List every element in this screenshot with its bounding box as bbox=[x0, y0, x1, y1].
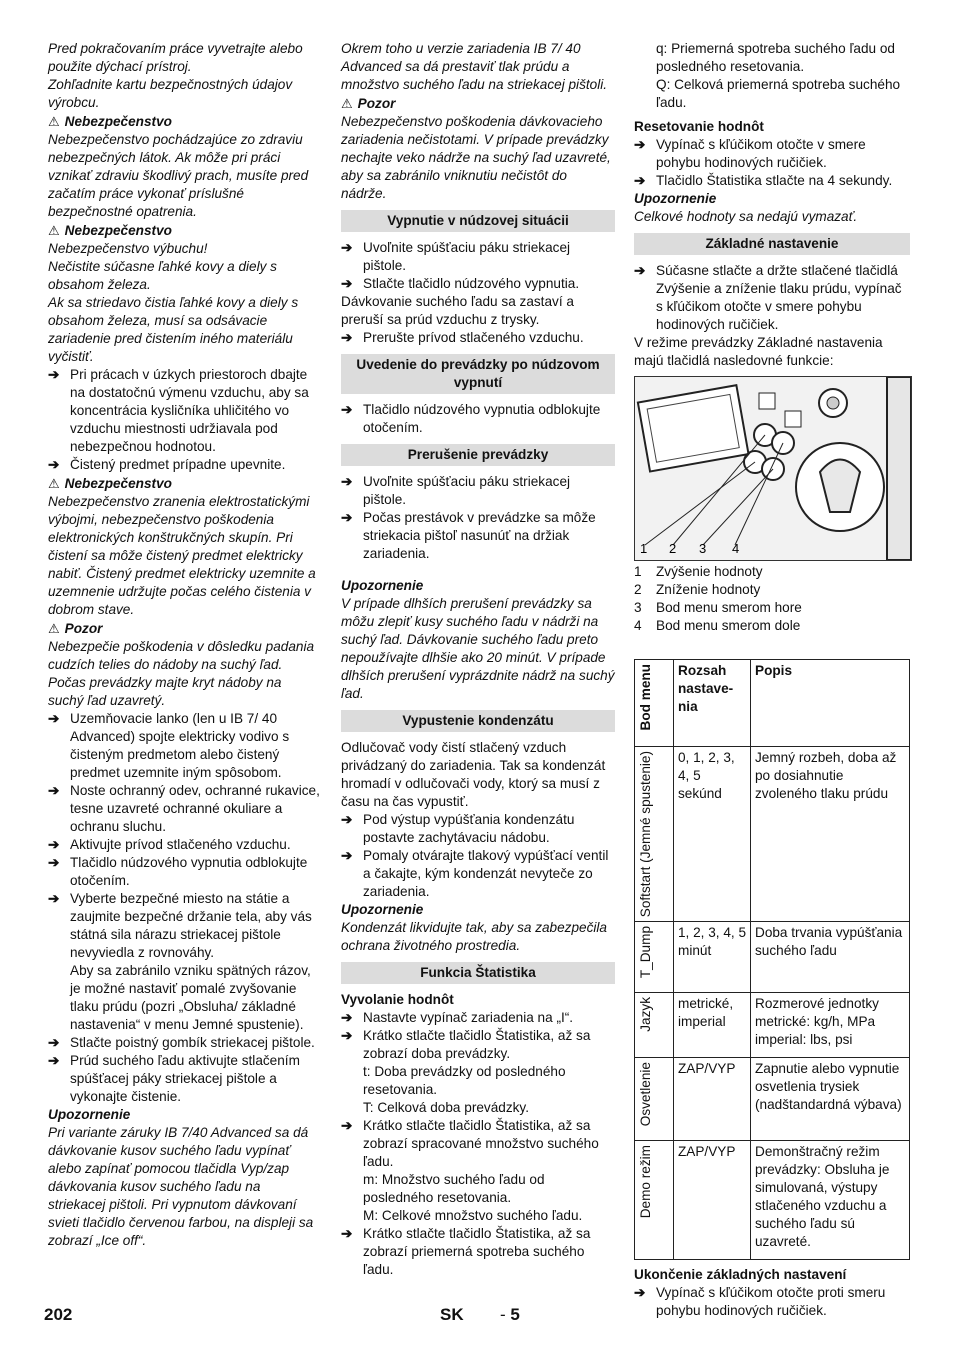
warning-heading: ⚠ Nebezpečenstvo bbox=[48, 223, 172, 238]
list-item: ➔ Pomaly otvárajte tlakový vypúšťací ventil a čakajte, kým kondenzát nevyteče zo zariadenia. bbox=[341, 848, 609, 899]
list-item: ➔ Tlačidlo núdzového vypnutia odblokujte otočením. bbox=[341, 402, 601, 435]
language-code: SK bbox=[440, 1305, 464, 1324]
note-heading: Upozornenie bbox=[634, 191, 717, 206]
list-item: ➔ Uvoľnite spúšťaciu páku striekacej pištole. bbox=[341, 240, 571, 273]
table-cell: Zapnutie alebo vypnutie osvetlenia trysiek (nadštandardná výbava) bbox=[751, 1058, 910, 1141]
list-item: ➔ Uzemňovacie lanko (len u IB 7/ 40 Advanced) spojte elektricky vodivo s čisteným predmetom alebo čistený predmet uzemnite iným spôsobom. bbox=[48, 711, 290, 780]
list-item: ➔ Tlačidlo Štatistika stlačte na 4 sekundy. bbox=[634, 173, 893, 188]
arrow-icon: ➔ bbox=[48, 711, 60, 726]
list-item: ➔ Prerušte prívod stlačeného vzduchu. bbox=[341, 330, 584, 345]
arrow-icon: ➔ bbox=[634, 263, 646, 278]
legend-item: 3 Bod menu smerom hore bbox=[634, 600, 802, 615]
list-note: t: Doba prevádzky od posledného resetovania. bbox=[363, 1064, 566, 1097]
list-item: ➔ Krátko stlačte tlačidlo Štatistika, až sa zobrazí priemerná spotreba suchého ľadu. bbox=[341, 1226, 591, 1277]
list-item: ➔ Stlačte poistný gombík striekacej pištole. bbox=[48, 1035, 315, 1050]
arrow-icon: ➔ bbox=[341, 848, 353, 863]
table-cell: Jemný rozbeh, doba až po dosiahnutie zvoleného tlaku prúdu bbox=[751, 747, 910, 922]
warning-icon: ⚠ bbox=[48, 114, 60, 129]
settings-table bbox=[634, 659, 910, 1260]
list-note: q: Priemerná spotreba suchého ľadu od posledného resetovania. bbox=[656, 41, 895, 74]
legend-item: 4 Bod menu smerom dole bbox=[634, 618, 801, 633]
section-heading: Funkcia Štatistika bbox=[341, 962, 615, 984]
warning-text: Nebezpečenstvo výbuchu! bbox=[48, 241, 208, 256]
control-panel-drawing bbox=[635, 377, 911, 560]
arrow-icon: ➔ bbox=[341, 240, 353, 255]
warning-heading: ⚠ Nebezpečenstvo bbox=[48, 114, 172, 129]
note-text: Celkové hodnoty sa nedajú vymazať. bbox=[634, 209, 858, 224]
table-cell: Doba trvania vypúšťania suchého ľadu bbox=[751, 922, 910, 993]
note-text: Pri variante záruky IB 7/40 Advanced sa dá dávkovanie kusov suchého ľadu vypínať alebo zapínať pomocou tlačidla Vyp/zap dávkovania kusov suchého ľadu na striekacej pištoli. Pri vypnutom dávkovaní svieti tlačidlo červenou farbou, na displeji sa zobrazí „Ice off“. bbox=[48, 1125, 314, 1248]
column-right bbox=[634, 40, 910, 1320]
table-cell: 0, 1, 2, 3, 4, 5 sekúnd bbox=[674, 747, 751, 922]
arrow-icon: ➔ bbox=[341, 402, 353, 417]
section-heading: Vypnutie v núdzovej situácii bbox=[341, 210, 615, 232]
subheading: Ukončenie základných nastavení bbox=[634, 1267, 847, 1283]
arrow-icon: ➔ bbox=[341, 276, 353, 291]
warning-text: Ak sa striedavo čistia ľahké kovy a diely s obsahom železa, musí sa odsávacie zariadenie pred čistením iného materiálu vyčistiť. bbox=[48, 295, 299, 364]
intro-line-2: Zohľadnite kartu bezpečnostných údajov výrobcu. bbox=[48, 77, 293, 110]
table-cell: metrické, imperial bbox=[674, 993, 751, 1058]
warning-icon: ⚠ bbox=[48, 476, 60, 491]
arrow-icon: ➔ bbox=[48, 1035, 60, 1050]
caution-text: Nebezpečenstvo poškodenia dávkovacieho zariadenia nečistotami. V prípade prevádzky nechajte veko nádrže na suchý ľad uzavreté, aby sa zabránilo vniknutiu nečistôt do nádrže. bbox=[341, 114, 611, 201]
list-note: m: Množstvo suchého ľadu od posledného resetovania. bbox=[363, 1172, 545, 1205]
column-middle bbox=[341, 40, 615, 1279]
legend-item: 1 Zvýšenie hodnoty bbox=[634, 564, 763, 579]
list-item: ➔ Nastavte vypínač zariadenia na „I“. bbox=[341, 1010, 574, 1025]
table-row bbox=[635, 993, 910, 1058]
list-item: ➔ Počas prestávok v prevádzke sa môže striekacia pištoľ nasunúť na držiak zariadenia. bbox=[341, 510, 596, 561]
list-item: ➔ Krátko stlačte tlačidlo Štatistika, až sa zobrazí doba prevádzky. bbox=[341, 1028, 591, 1061]
list-note: Q: Celková priemerná spotreba suchého ľadu. bbox=[656, 77, 901, 110]
column-header: Bod menu bbox=[635, 660, 674, 747]
paragraph: Odlučovač vody čistí stlačený vzduch privádzaný do zariadenia. Tak sa kondenzát hromadí v odlučovači vody, ktorý sa musí z času na čas vypustiť. bbox=[341, 740, 606, 809]
arrow-icon: ➔ bbox=[634, 1285, 646, 1301]
table-cell: Osvetlenie bbox=[635, 1058, 674, 1141]
arrow-icon: ➔ bbox=[48, 457, 60, 472]
callout-4: 4 bbox=[732, 541, 740, 556]
table-cell: ZAP/VYP bbox=[674, 1058, 751, 1141]
paragraph: Dávkovanie suchého ľadu sa zastaví a preruší sa prúd vzduchu z trysky. bbox=[341, 294, 574, 327]
list-note: T: Celková doba prevádzky. bbox=[363, 1100, 529, 1115]
table-cell: ZAP/VYP bbox=[674, 1141, 751, 1260]
warning-text: Nebezpečenstvo pochádzajúce zo zdraviu nebezpečných látok. Ak môže pri práci vznikať zdraviu škodlivý prach, musíte pred začatím práce vykonať príslušné bezpečnostné opatrenia. bbox=[48, 132, 309, 219]
note-text: V prípade dlhších prerušení prevádzky sa môžu zlepiť kusy suchého ľadu v nádrži na suchý ľad. Dávkovanie suchého ľadu preto nepoužívajte dlhšie ako 20 minút. V prípade dlhších prerušení vyprázdnite nádrž na suchý ľad. bbox=[341, 596, 615, 701]
arrow-icon: ➔ bbox=[48, 367, 60, 382]
arrow-icon: ➔ bbox=[341, 474, 353, 489]
column-header: Popis bbox=[751, 660, 910, 747]
paragraph: V režime prevádzky Základné nastavenia majú tlačidlá nasledovné funkcie: bbox=[634, 335, 883, 368]
note-heading: Upozornenie bbox=[341, 578, 424, 593]
arrow-icon: ➔ bbox=[341, 510, 353, 525]
section-heading: Vypustenie kondenzátu bbox=[341, 710, 615, 732]
subheading: Vyvolanie hodnôt bbox=[341, 992, 454, 1007]
table-cell: Softstart (Jemné spustenie) bbox=[635, 747, 674, 922]
list-item: ➔ Stlačte tlačidlo núdzového vypnutia. bbox=[341, 276, 580, 291]
list-item: ➔ Vypínač s kľúčikom otočte v smere pohybu hodinových ručičiek. bbox=[634, 137, 866, 170]
arrow-icon: ➔ bbox=[48, 855, 60, 870]
table-cell: T_Dump bbox=[635, 922, 674, 993]
table-cell: Demonštračný režim prevádzky: Obsluha je simulovaná, výstupy stlačeného vzduchu a suchého ľadu sú uzavreté. bbox=[751, 1141, 910, 1260]
warning-text: Nečistite súčasne ľahké kovy a diely s obsahom železa. bbox=[48, 259, 277, 292]
table-header-row bbox=[635, 660, 910, 747]
list-item: ➔ Pod výstup vypúšťania kondenzátu postavte zachytávaciu nádobu. bbox=[341, 812, 575, 845]
warning-icon: ⚠ bbox=[341, 96, 353, 111]
section-heading: Prerušenie prevádzky bbox=[341, 444, 615, 466]
callout-3: 3 bbox=[699, 541, 707, 556]
legend-item: 2 Zníženie hodnoty bbox=[634, 582, 761, 597]
table-cell: Demo režim bbox=[635, 1141, 674, 1260]
intro-line-1: Pred pokračovaním práce vyvetrajte alebo použite dýchací prístroj. bbox=[48, 41, 303, 74]
warning-heading: ⚠ Nebezpečenstvo bbox=[48, 476, 172, 491]
section-heading: Uvedenie do prevádzky po núdzovom vypnutí bbox=[341, 354, 615, 394]
page-number: 202 bbox=[44, 1305, 73, 1324]
list-item: ➔ Pri prácach v úzkych priestoroch dbajte na dostatočnú výmenu vzduchu, aby sa koncentrácia kysličníka uhličitého vo vzduchu miestnosti udržiavala pod nebezpečnou hodnotou. bbox=[48, 367, 309, 454]
warning-icon: ⚠ bbox=[48, 621, 60, 636]
arrow-icon: ➔ bbox=[341, 812, 353, 827]
warning-text: Nebezpečenstvo zranenia elektrostatickými výbojmi, nebezpečenstvo poškodenia elektronických konštrukčných skupín. Pri čistení sa môže čistený predmet elektricky nabiť. Čistený predmet elektricky uzemnite a uzemnenie udržujte počas celého čistenia v dobrom stave. bbox=[48, 494, 316, 617]
arrow-icon: ➔ bbox=[341, 1010, 353, 1025]
caution-heading: ⚠ Pozor bbox=[48, 621, 103, 636]
section-number: - 5 bbox=[500, 1305, 520, 1324]
column-left bbox=[48, 40, 320, 1250]
table-row bbox=[635, 747, 910, 922]
callout-2: 2 bbox=[669, 541, 677, 556]
table-cell: Rozmerové jednotky metrické: kg/h, MPa imperial: lbs, psi bbox=[751, 993, 910, 1058]
caution-text: Nebezpečie poškodenia v dôsledku padania cudzích telies do nádoby na suchý ľad. Počas prevádzky majte kryt nádoby na suchý ľad uzavretý. bbox=[48, 639, 315, 708]
list-note: Aby sa zabránilo vzniku spätných rázov, je možné nastaviť pomalé zvyšovanie tlaku prúdu (pozri „Obsluha/ základné nastavenia“ v menu Jemné spustenie). bbox=[70, 963, 311, 1032]
warning-icon: ⚠ bbox=[48, 223, 60, 238]
table-cell: Jazyk bbox=[635, 993, 674, 1058]
arrow-icon: ➔ bbox=[341, 330, 353, 345]
list-item: ➔ Aktivujte prívod stlačeného vzduchu. bbox=[48, 837, 291, 852]
list-note: M: Celkové množstvo suchého ľadu. bbox=[363, 1208, 583, 1223]
list-item: ➔ Prúd suchého ľadu aktivujte stlačením spúšťacej páky striekacej pištole a vykonajte čistenie. bbox=[48, 1053, 300, 1104]
arrow-icon: ➔ bbox=[634, 137, 646, 152]
column-header: Rozsah nastave-nia bbox=[674, 660, 751, 747]
table-row bbox=[635, 1058, 910, 1141]
list-item: ➔ Vypínač s kľúčikom otočte proti smeru pohybu hodinových ručičiek. bbox=[634, 1285, 886, 1319]
note-heading: Upozornenie bbox=[48, 1107, 131, 1122]
list-item: ➔ Tlačidlo núdzového vypnutia odblokujte otočením. bbox=[48, 855, 308, 888]
table-row bbox=[635, 922, 910, 993]
list-item: ➔ Krátko stlačte tlačidlo Štatistika, až sa zobrazí spracované množstvo suchého ľadu. bbox=[341, 1118, 599, 1169]
section-heading: Základné nastavenie bbox=[634, 233, 910, 255]
list-item: ➔ Čistený predmet prípadne upevnite. bbox=[48, 457, 286, 472]
table-row bbox=[635, 1141, 910, 1260]
intro-text: Okrem toho u verzie zariadenia IB 7/ 40 Advanced sa dá prestaviť tlak prúdu a množstvo suchého ľadu na striekacej pištoli. bbox=[341, 41, 608, 92]
arrow-icon: ➔ bbox=[341, 1028, 353, 1043]
arrow-icon: ➔ bbox=[341, 1118, 353, 1133]
arrow-icon: ➔ bbox=[48, 837, 60, 852]
list-item: ➔ Súčasne stlačte a držte stlačené tlačidlá Zvýšenie a zníženie tlaku prúdu, vypínač s kľúčikom otočte v smere pohybu hodinových ručičiek. bbox=[634, 263, 902, 332]
callout-1: 1 bbox=[640, 541, 648, 556]
note-heading: Upozornenie bbox=[341, 902, 424, 917]
figure-legend bbox=[634, 563, 910, 635]
note-text: Kondenzát likvidujte tak, aby sa zabezpečila ochrana životného prostredia. bbox=[341, 920, 607, 953]
list-item: ➔ Noste ochranný odev, ochranné rukavice, tesne uzavreté ochranné okuliare a ochranu sluchu. bbox=[48, 783, 320, 834]
arrow-icon: ➔ bbox=[341, 1226, 353, 1241]
control-panel-figure bbox=[634, 376, 912, 561]
caution-heading: ⚠ Pozor bbox=[341, 96, 396, 111]
list-item: ➔ Vyberte bezpečné miesto na státie a zaujmite bezpečné držanie tela, aby vás státná sila nárazu striekacej pištole nevyviedla z rovnováhy. bbox=[48, 891, 312, 960]
list-item: ➔ Uvoľnite spúšťaciu páku striekacej pištole. bbox=[341, 474, 571, 507]
arrow-icon: ➔ bbox=[48, 783, 60, 798]
arrow-icon: ➔ bbox=[48, 891, 60, 906]
table-cell: 1, 2, 3, 4, 5 minút bbox=[674, 922, 751, 993]
arrow-icon: ➔ bbox=[48, 1053, 60, 1068]
subheading: Resetovanie hodnôt bbox=[634, 119, 764, 134]
arrow-icon: ➔ bbox=[634, 173, 646, 188]
